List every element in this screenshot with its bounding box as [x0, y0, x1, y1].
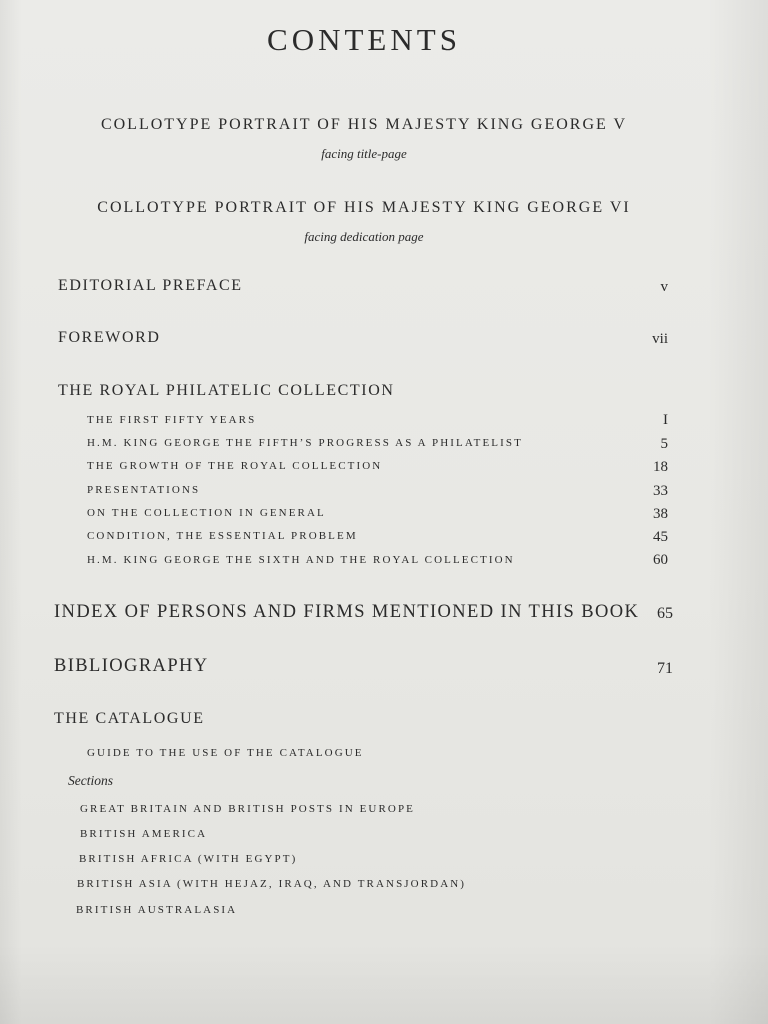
toc-sub-page: 33: [653, 483, 668, 499]
portrait-2-note: facing dedication page: [304, 229, 424, 244]
toc-royal-collection: THE ROYAL PHILATELIC COLLECTION: [58, 382, 395, 399]
toc-index-page: 65: [657, 605, 673, 622]
toc-sub-page: 38: [653, 506, 668, 522]
toc-section-item: BRITISH AMERICA: [80, 828, 208, 840]
toc-sub-page: 60: [653, 552, 668, 568]
toc-editorial-preface-page: v: [660, 279, 668, 295]
page-title: CONTENTS: [267, 22, 461, 57]
toc-section-item: BRITISH ASIA (WITH HEJAZ, IRAQ, AND TRANSJORDAN): [77, 878, 467, 890]
toc-sub-item: CONDITION, THE ESSENTIAL PROBLEM: [87, 530, 358, 542]
toc-section-item: GREAT BRITAIN AND BRITISH POSTS IN EUROPE: [80, 803, 415, 815]
portrait-2-title: COLLOTYPE PORTRAIT OF HIS MAJESTY KING GEORGE VI: [97, 199, 631, 216]
page-shadow-bottom: [0, 944, 768, 1024]
toc-catalogue-guide: GUIDE TO THE USE OF THE CATALOGUE: [87, 747, 364, 759]
toc-sub-page: 5: [660, 436, 668, 452]
toc-sub-item: H.M. KING GEORGE THE FIFTH’S PROGRESS AS A PHILATELIST: [87, 437, 523, 449]
portrait-1-title: COLLOTYPE PORTRAIT OF HIS MAJESTY KING GEORGE V: [100, 116, 628, 133]
toc-foreword-page: vii: [652, 331, 668, 347]
portrait-1-note: facing title-page: [321, 146, 407, 161]
toc-sub-item: H.M. KING GEORGE THE SIXTH AND THE ROYAL COLLECTION: [87, 554, 515, 566]
toc-section-item: BRITISH AUSTRALASIA: [76, 904, 238, 916]
toc-foreword: FOREWORD: [58, 329, 161, 346]
toc-editorial-preface: EDITORIAL PREFACE: [58, 277, 243, 294]
toc-bibliography: BIBLIOGRAPHY: [54, 656, 209, 676]
toc-section-item: BRITISH AFRICA (WITH EGYPT): [79, 853, 298, 865]
toc-sub-item: ON THE COLLECTION IN GENERAL: [87, 507, 326, 519]
toc-sub-page: 18: [653, 459, 668, 475]
toc-sub-page: 45: [653, 529, 668, 545]
toc-catalogue: THE CATALOGUE: [54, 710, 205, 727]
toc-sub-item: THE GROWTH OF THE ROYAL COLLECTION: [87, 460, 383, 472]
toc-sub-page: I: [663, 412, 668, 428]
toc-index: INDEX OF PERSONS AND FIRMS MENTIONED IN THIS BOOK: [54, 602, 640, 622]
toc-sub-item: THE FIRST FIFTY YEARS: [87, 414, 257, 426]
toc-bibliography-page: 71: [657, 660, 673, 677]
toc-sections-label: Sections: [68, 773, 113, 788]
toc-sub-item: PRESENTATIONS: [87, 484, 201, 496]
